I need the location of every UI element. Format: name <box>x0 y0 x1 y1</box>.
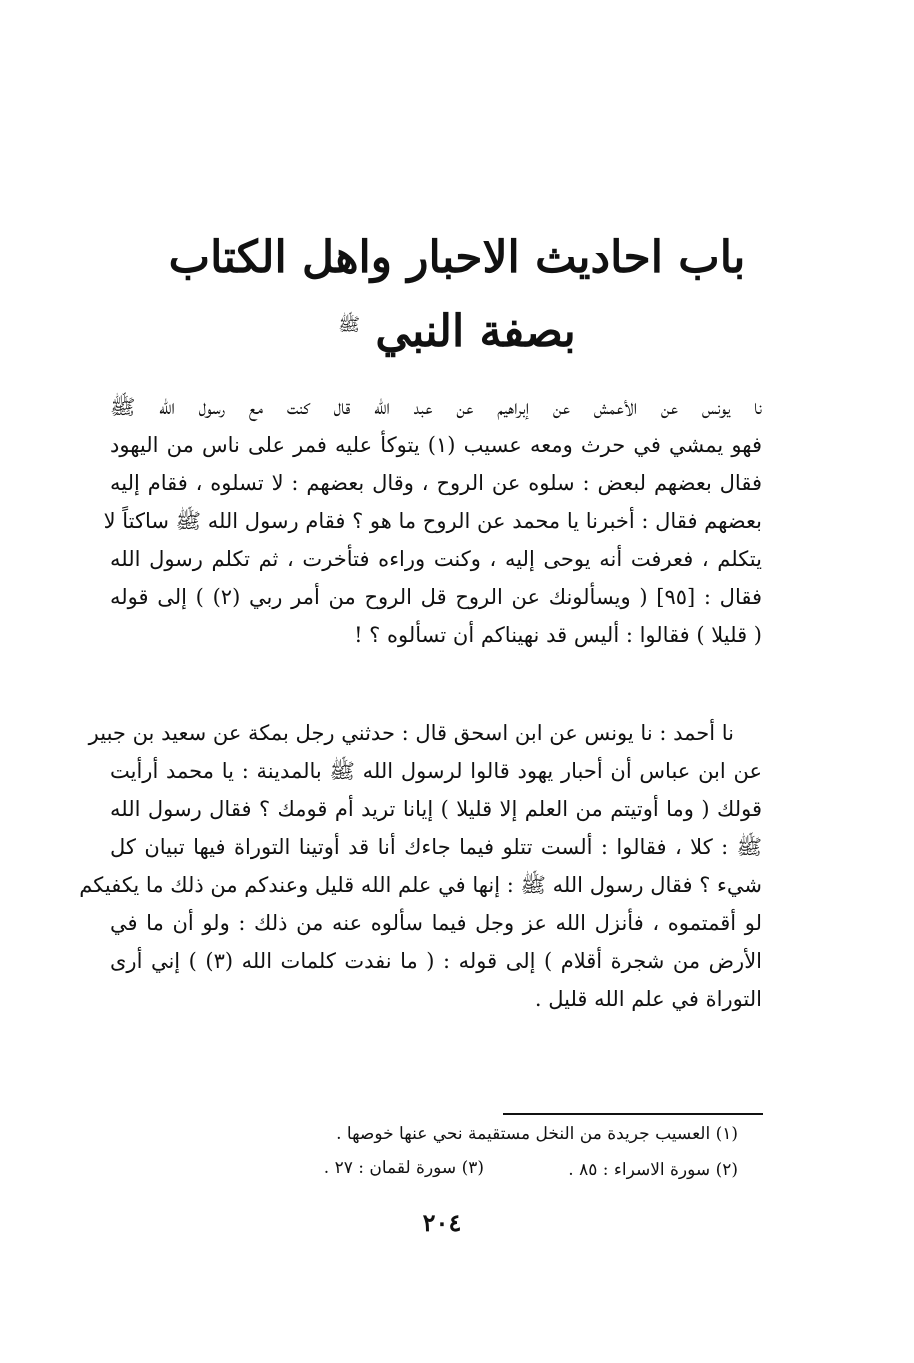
text-line: التوراة في علم الله قليل . <box>534 987 762 1011</box>
footnote-1: (١) العسيب جريدة من النخل مستقيمة نحي عنها خوصها . <box>336 1124 738 1144</box>
text-line: فهو يمشي في حرث ومعه عسيب (١) يتوكأ عليه فمر على ناس من اليهود <box>110 433 762 457</box>
text-line: شيء ؟ فقال رسول الله ﷺ : إنها في علم الله قليل وعندكم من ذلك ما يكفيكم <box>79 873 762 897</box>
text-line: يتكلم ، فعرفت أنه يوحى إليه ، وكنت وراءه فتأخرت ، ثم تكلم رسول الله <box>110 547 762 571</box>
footnote-2: (٢) سورة الاسراء : ٨٥ . <box>568 1160 738 1180</box>
text-line: بعضهم فقال : أخبرنا يا محمد عن الروح ما هو ؟ فقام رسول الله ﷺ ساكتاً لا <box>103 509 762 533</box>
paragraph-1 <box>103 388 763 654</box>
footnote-divider <box>503 1113 763 1115</box>
text-line: عن ابن عباس أن أحبار يهود قالوا لرسول الله ﷺ بالمدينة : يا محمد أرأيت <box>110 759 762 783</box>
salutation-glyph: ﷺ <box>338 314 360 336</box>
text-line: فقال : [٩٥] ( ويسألونك عن الروح قل الروح من أمر ربي (٢) ) إلى قوله <box>110 585 763 609</box>
text-line: قولك ( وما أوتيتم من العلم إلا قليلا ) إيانا تريد أم قومك ؟ فقال رسول الله <box>110 797 762 821</box>
footnote-3: (٣) سورة لقمان : ٢٧ . <box>323 1158 484 1178</box>
paragraph-2 <box>79 714 762 1018</box>
text-line: فقال بعضهم لبعض : سلوه عن الروح ، وقال بعضهم : لا تسلوه ، فقام إليه <box>110 471 762 495</box>
text-line: الأرض من شجرة أقلام ) إلى قوله : ( ما نفدت كلمات الله (٣) ) إني أرى <box>110 949 762 973</box>
text-line: نا أحمد : نا يونس عن ابن اسحق قال : حدثني رجل بمكة عن سعيد بن جبير <box>88 721 734 745</box>
text-line: ﷺ : كلا ، فقالوا : ألست تتلو فيما جاءك أنا قد أوتينا التوراة فيها تبيان كل <box>110 835 762 859</box>
text-line: نا يونس عن الأعمش عن إبراهيم عن عبد الله قال كنت مع رسول الله ﷺ <box>110 395 762 419</box>
chapter-subtitle <box>150 306 764 357</box>
chapter-title: باب احاديث الاحبار واهل الكتاب <box>168 232 746 283</box>
chapter-subtitle-text: بصفة النبي <box>375 306 576 357</box>
text-line: ( قليلا ) فقالوا : أليس قد نهيناكم أن تسألوه ؟ ! <box>354 623 762 647</box>
text-line: لو أقمتموه ، فأنزل الله عز وجل فيما سألوه عنه من ذلك : ولو أن ما في <box>110 911 762 935</box>
page-number: ٢٠٤ <box>422 1208 462 1237</box>
